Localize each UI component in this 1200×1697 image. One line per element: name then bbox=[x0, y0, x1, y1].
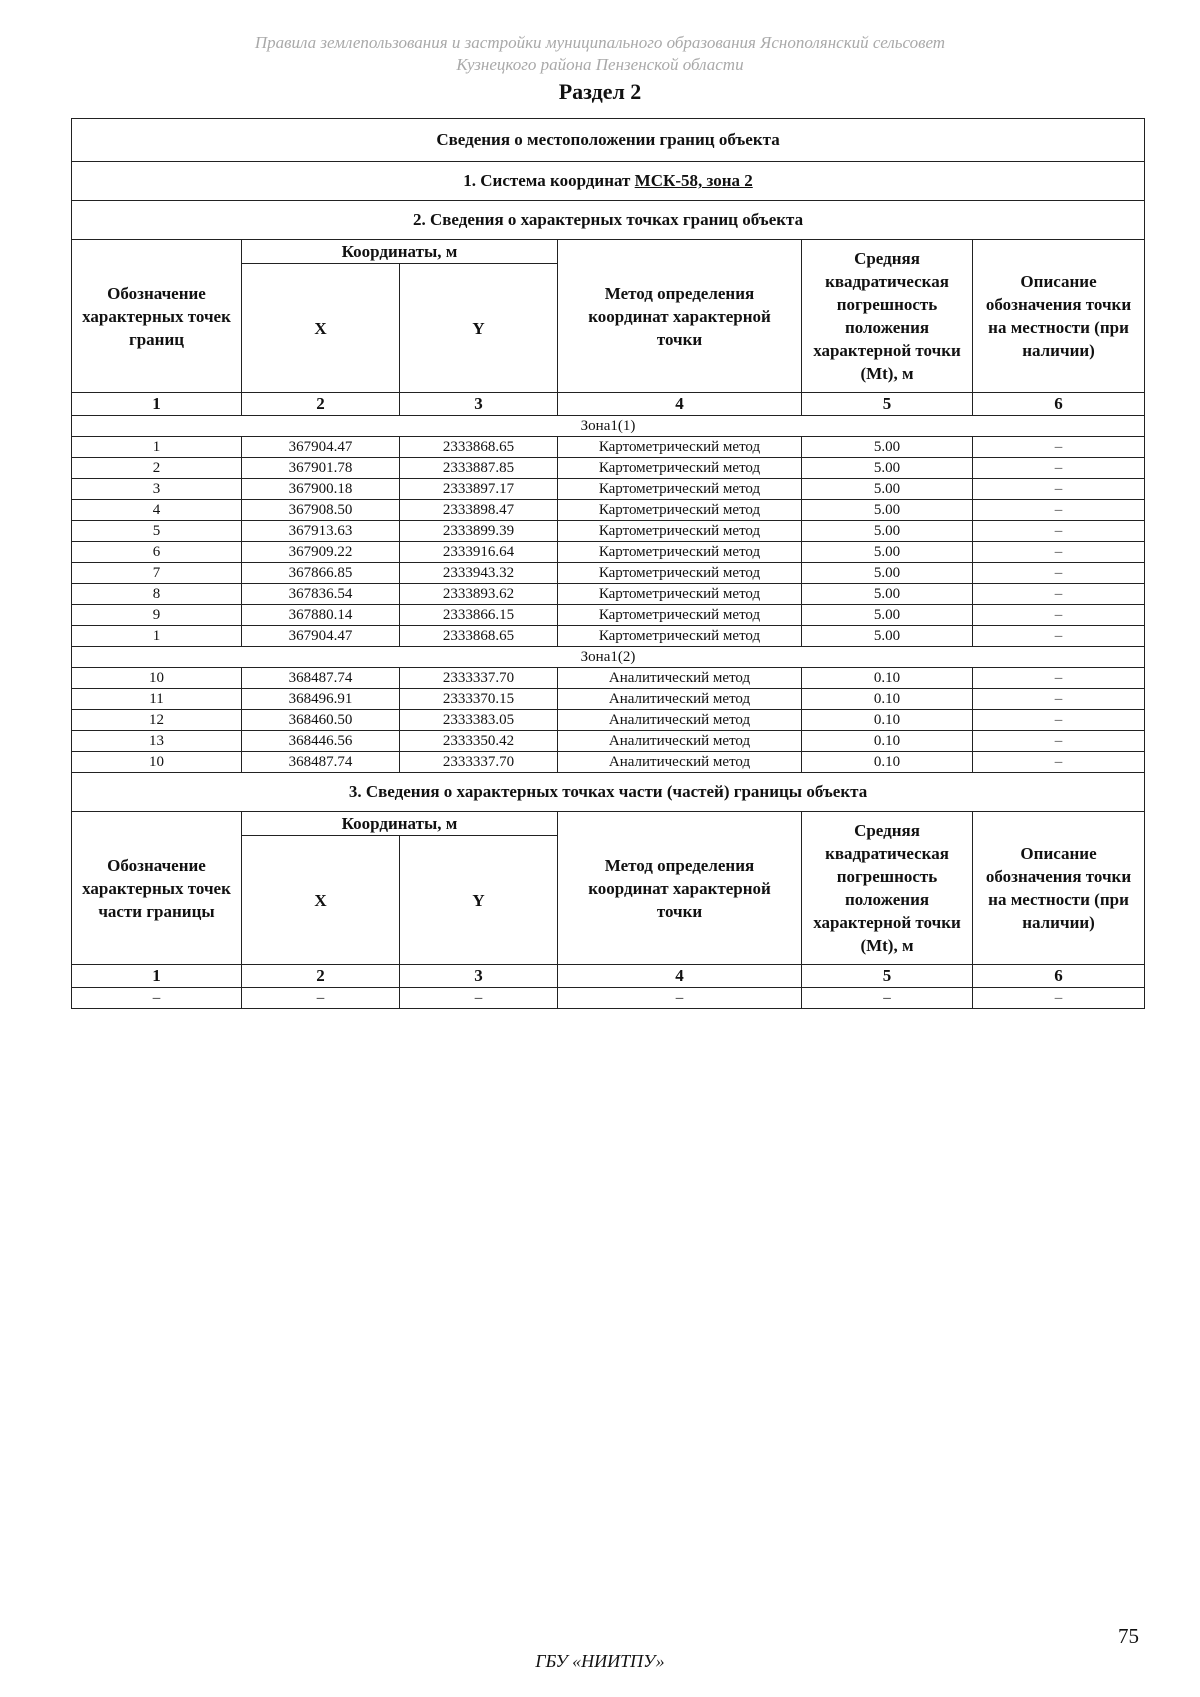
table-row bbox=[72, 689, 1145, 710]
table-cell: 5.00 bbox=[802, 563, 973, 584]
table-row bbox=[72, 437, 1145, 458]
table-cell: 367913.63 bbox=[242, 521, 400, 542]
table-cell: – bbox=[802, 988, 973, 1009]
table-cell: – bbox=[72, 988, 242, 1009]
table-cell: 12 bbox=[72, 710, 242, 731]
table-cell: – bbox=[973, 584, 1145, 605]
table-cell: 367900.18 bbox=[242, 479, 400, 500]
table-cell: – bbox=[973, 626, 1145, 647]
table-cell: Картометрический метод bbox=[558, 584, 802, 605]
table-row bbox=[72, 752, 1145, 773]
table-cell: Картометрический метод bbox=[558, 437, 802, 458]
header-point-designation: Обозначение характерных точек границ bbox=[72, 240, 242, 393]
table-cell: Аналитический метод bbox=[558, 689, 802, 710]
table-cell: 10 bbox=[72, 668, 242, 689]
table-caption: Сведения о местоположении границ объекта bbox=[72, 119, 1145, 162]
table-cell: Картометрический метод bbox=[558, 521, 802, 542]
table-cell: 5.00 bbox=[802, 458, 973, 479]
table-cell: Аналитический метод bbox=[558, 731, 802, 752]
table-row bbox=[72, 542, 1145, 563]
table-cell: Картометрический метод bbox=[558, 479, 802, 500]
parts-header-point-designation: Обозначение характерных точек части границы bbox=[72, 812, 242, 965]
col-number: 4 bbox=[558, 965, 802, 988]
col-number: 3 bbox=[400, 393, 558, 416]
header-coordinates: Координаты, м bbox=[242, 240, 558, 264]
table-cell: 5.00 bbox=[802, 584, 973, 605]
table-row bbox=[72, 563, 1145, 584]
parts-header-error: Средняя квадратическая погрешность положения характерной точки (Mt), м bbox=[802, 812, 973, 965]
header-method: Метод определения координат характерной точки bbox=[558, 240, 802, 393]
table-cell: 2333916.64 bbox=[400, 542, 558, 563]
table-cell: 1 bbox=[72, 626, 242, 647]
table-cell: 367908.50 bbox=[242, 500, 400, 521]
parts-header-x: X bbox=[242, 836, 400, 965]
table-cell: 13 bbox=[72, 731, 242, 752]
table-cell: 0.10 bbox=[802, 752, 973, 773]
page-number: 75 bbox=[1118, 1624, 1139, 1648]
table-row bbox=[72, 731, 1145, 752]
table-cell: 5.00 bbox=[802, 626, 973, 647]
table-cell: – bbox=[973, 563, 1145, 584]
table-cell: 2333898.47 bbox=[400, 500, 558, 521]
zone-row bbox=[72, 647, 1145, 668]
table-row bbox=[72, 521, 1145, 542]
col-number: 5 bbox=[802, 965, 973, 988]
running-header-line2: Кузнецкого района Пензенской области bbox=[456, 55, 744, 74]
header-description: Описание обозначения точки на местности (при наличии) bbox=[973, 240, 1145, 393]
parts-table-row bbox=[72, 988, 1145, 1009]
table-cell: 11 bbox=[72, 689, 242, 710]
parts-header-description: Описание обозначения точки на местности (при наличии) bbox=[973, 812, 1145, 965]
table-row bbox=[72, 500, 1145, 521]
table-cell: 6 bbox=[72, 542, 242, 563]
table-cell: Аналитический метод bbox=[558, 752, 802, 773]
table-row bbox=[72, 479, 1145, 500]
zone-label: Зона1(2) bbox=[72, 647, 1145, 668]
table-cell: 5.00 bbox=[802, 479, 973, 500]
table-cell: – bbox=[973, 479, 1145, 500]
header-x: X bbox=[242, 264, 400, 393]
table-cell: 0.10 bbox=[802, 710, 973, 731]
table-cell: 368487.74 bbox=[242, 668, 400, 689]
col-number: 5 bbox=[802, 393, 973, 416]
table-cell: 367901.78 bbox=[242, 458, 400, 479]
col-number: 2 bbox=[242, 965, 400, 988]
table-cell: 367904.47 bbox=[242, 437, 400, 458]
points-section-title: 2. Сведения о характерных точках границ объекта bbox=[72, 201, 1145, 240]
coord-system-row bbox=[72, 162, 1145, 201]
table-cell: 367836.54 bbox=[242, 584, 400, 605]
table-cell: 1 bbox=[72, 437, 242, 458]
table-cell: 2333943.32 bbox=[400, 563, 558, 584]
table-row bbox=[72, 458, 1145, 479]
table-cell: 2333370.15 bbox=[400, 689, 558, 710]
table-cell: – bbox=[973, 668, 1145, 689]
table-row bbox=[72, 710, 1145, 731]
section-title: Раздел 2 bbox=[558, 79, 642, 104]
table-cell: – bbox=[973, 752, 1145, 773]
table-cell: 2333383.05 bbox=[400, 710, 558, 731]
table-cell: – bbox=[973, 521, 1145, 542]
table-cell: 9 bbox=[72, 605, 242, 626]
header-y: Y bbox=[400, 264, 558, 393]
table-cell: – bbox=[973, 458, 1145, 479]
table-cell: Картометрический метод bbox=[558, 605, 802, 626]
header-error: Средняя квадратическая погрешность положения характерной точки (Mt), м bbox=[802, 240, 973, 393]
col-number: 6 bbox=[973, 393, 1145, 416]
table-cell: Картометрический метод bbox=[558, 458, 802, 479]
table-row bbox=[72, 584, 1145, 605]
table-cell: Аналитический метод bbox=[558, 710, 802, 731]
table-cell: 5 bbox=[72, 521, 242, 542]
parts-header-y: Y bbox=[400, 836, 558, 965]
zone-label: Зона1(1) bbox=[72, 416, 1145, 437]
table-cell: 368460.50 bbox=[242, 710, 400, 731]
parts-header-method: Метод определения координат характерной точки bbox=[558, 812, 802, 965]
table-cell: Картометрический метод bbox=[558, 542, 802, 563]
table-cell: 0.10 bbox=[802, 731, 973, 752]
table-cell: 5.00 bbox=[802, 437, 973, 458]
table-cell: 2333337.70 bbox=[400, 668, 558, 689]
table-cell: 10 bbox=[72, 752, 242, 773]
table-cell: 367909.22 bbox=[242, 542, 400, 563]
table-cell: 368487.74 bbox=[242, 752, 400, 773]
coord-system-label: 1. Система координат bbox=[463, 171, 631, 190]
table-cell: 4 bbox=[72, 500, 242, 521]
table-cell: – bbox=[973, 500, 1145, 521]
table-cell: – bbox=[973, 437, 1145, 458]
table-cell: 367880.14 bbox=[242, 605, 400, 626]
table-cell: – bbox=[400, 988, 558, 1009]
table-cell: 2333868.65 bbox=[400, 626, 558, 647]
table-cell: 5.00 bbox=[802, 521, 973, 542]
table-cell: 8 bbox=[72, 584, 242, 605]
parts-header-coordinates: Координаты, м bbox=[242, 812, 558, 836]
col-number: 6 bbox=[973, 965, 1145, 988]
table-cell: 5.00 bbox=[802, 500, 973, 521]
table-cell: 368496.91 bbox=[242, 689, 400, 710]
table-cell: – bbox=[558, 988, 802, 1009]
table-cell: 2333899.39 bbox=[400, 521, 558, 542]
table-cell: – bbox=[973, 689, 1145, 710]
table-row bbox=[72, 668, 1145, 689]
col-number: 2 bbox=[242, 393, 400, 416]
table-cell: 2333893.62 bbox=[400, 584, 558, 605]
table-cell: Картометрический метод bbox=[558, 563, 802, 584]
table-cell: – bbox=[242, 988, 400, 1009]
table-cell: Картометрический метод bbox=[558, 500, 802, 521]
table-cell: 2333887.85 bbox=[400, 458, 558, 479]
table-cell: Картометрический метод bbox=[558, 626, 802, 647]
table-cell: 3 bbox=[72, 479, 242, 500]
table-cell: 2333866.15 bbox=[400, 605, 558, 626]
table-cell: 2 bbox=[72, 458, 242, 479]
running-header-line1: Правила землепользования и застройки муниципального образования Яснополянский сельсовет bbox=[254, 33, 946, 52]
table-cell: 5.00 bbox=[802, 542, 973, 563]
col-number: 1 bbox=[72, 965, 242, 988]
table-cell: 2333337.70 bbox=[400, 752, 558, 773]
table-row bbox=[72, 626, 1145, 647]
table-cell: 5.00 bbox=[802, 605, 973, 626]
col-number: 1 bbox=[72, 393, 242, 416]
table-cell: – bbox=[973, 988, 1145, 1009]
col-number: 3 bbox=[400, 965, 558, 988]
table-cell: 0.10 bbox=[802, 689, 973, 710]
table-cell: 7 bbox=[72, 563, 242, 584]
zone-row bbox=[72, 416, 1145, 437]
table-row bbox=[72, 605, 1145, 626]
table-cell: 2333897.17 bbox=[400, 479, 558, 500]
coord-system-value: МСК-58, зона 2 bbox=[634, 171, 753, 190]
table-cell: 367904.47 bbox=[242, 626, 400, 647]
table-cell: 0.10 bbox=[802, 668, 973, 689]
table-cell: 2333868.65 bbox=[400, 437, 558, 458]
boundary-table bbox=[71, 118, 1145, 1009]
table-cell: 368446.56 bbox=[242, 731, 400, 752]
page-footer: ГБУ «НИИТПУ» bbox=[535, 1651, 665, 1671]
table-cell: 2333350.42 bbox=[400, 731, 558, 752]
table-cell: – bbox=[973, 731, 1145, 752]
table-cell: – bbox=[973, 542, 1145, 563]
table-cell: Аналитический метод bbox=[558, 668, 802, 689]
table-cell: 367866.85 bbox=[242, 563, 400, 584]
table-cell: – bbox=[973, 605, 1145, 626]
col-number: 4 bbox=[558, 393, 802, 416]
table-cell: – bbox=[973, 710, 1145, 731]
parts-section-title: 3. Сведения о характерных точках части (частей) границы объекта bbox=[72, 773, 1145, 812]
